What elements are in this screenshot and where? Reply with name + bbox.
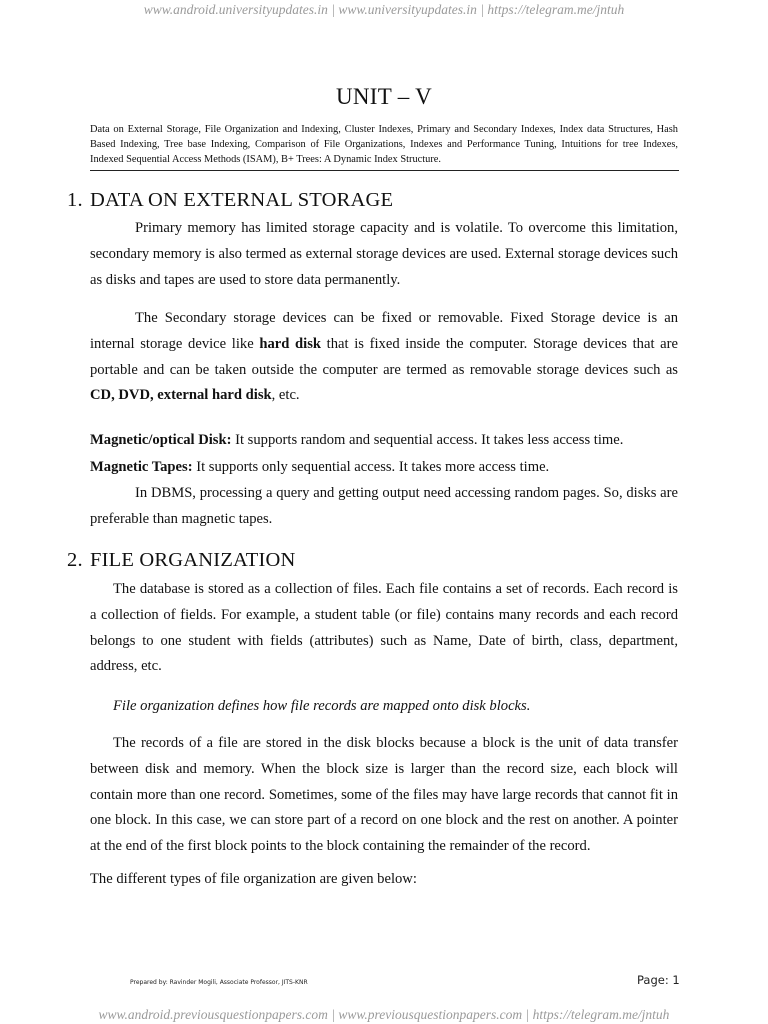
watermark-bottom: www.android.previousquestionpapers.com | www.previousquestionpapers.com | https://telegram.me/jntuh — [98, 1007, 670, 1022]
unit-title: UNIT – V — [335, 84, 433, 109]
section-1-heading — [67, 189, 393, 212]
section-2-paragraph-1-text: The database is stored as a collection of files. Each file contains a set of records. Each record is a collection of fields. For example, a student table (or file) contains many records and each record belongs to one student with fields (attributes) such as Name, Date of birth, class, department, address, etc. — [90, 581, 678, 675]
syllabus-topics: Data on External Storage, File Organization and Indexing, Cluster Indexes, Primary and Secondary Indexes, Index data Structures, Hash Based Indexing, Tree base Indexing, Comparison of File Organizations, Indexes and Performance Tuning, Intuitions for tree Indexes, Indexed Sequential Access Methods (ISAM), B+ Trees: A Dynamic Index Structure. — [90, 124, 678, 165]
p2-text-e: , etc. — [271, 387, 300, 404]
section-2-heading — [67, 549, 296, 572]
magnetic-disk-text: It supports random and sequential access. It takes less access time. — [231, 432, 624, 448]
file-organization-definition: File organization defines how file records are mapped onto disk blocks. — [113, 698, 531, 714]
section-1-paragraph-2 — [90, 306, 678, 409]
section-2-paragraph-1 — [90, 577, 678, 680]
page-number: Page: 1 — [637, 973, 680, 987]
p2-text-c: that is fixed inside the computer. Storage devices that are portable and can be taken outside the computer are termed as removable storage devices such as — [90, 335, 678, 378]
magnetic-disk-line — [90, 432, 623, 449]
section-2-paragraph-3: The different types of file organization are given below: — [90, 871, 417, 887]
section-1-title: DATA ON EXTERNAL STORAGE — [90, 189, 394, 211]
magnetic-tape-text: It supports only sequential access. It takes more access time. — [192, 459, 550, 475]
p2-bold-hard-disk: hard disk — [259, 335, 322, 352]
section-2-number: 2. — [67, 549, 83, 571]
magnetic-tape-line — [90, 459, 549, 476]
section-1-paragraph-1 — [90, 216, 678, 293]
watermark-top: www.android.universityupdates.in | www.universityupdates.in | https://telegram.me/jntuh — [143, 2, 625, 17]
magnetic-disk-label: Magnetic/optical Disk: — [90, 432, 232, 448]
section-1-paragraph-1-text: Primary memory has limited storage capacity and is volatile. To overcome this limitation, secondary memory is also termed as external storage devices are used. External storage devices such as disks and tapes are used to store data permanently. — [90, 220, 678, 288]
prepared-by-credit: Prepared by: Ravinder Mogili, Associate Professor, JITS-KNR — [130, 979, 308, 986]
section-2-paragraph-2-text: The records of a file are stored in the disk blocks because a block is the unit of data transfer between disk and memory. When the block size is larger than the record size, each block will contain more than one record. Sometimes, some of the files may have large records that cannot fit in one block. In this case, we can store part of a record on one block and the rest on another. A pointer at the end of the first block points to the block containing the remainder of the record. — [90, 735, 678, 855]
section-1-number: 1. — [67, 189, 83, 211]
header-rule — [90, 170, 679, 171]
section-2-paragraph-2 — [90, 731, 678, 860]
section-1-paragraph-3 — [90, 481, 678, 533]
p2-bold-removable-devices: CD, DVD, external hard disk — [90, 387, 272, 404]
section-1-paragraph-3-text: In DBMS, processing a query and getting output need accessing random pages. So, disks are preferable than magnetic tapes. — [90, 485, 678, 527]
p2-text-a: The Secondary storage devices can be fixed or removable. Fixed Storage device is an internal storage device like — [90, 310, 678, 352]
magnetic-tape-label: Magnetic Tapes: — [90, 459, 193, 475]
section-2-title: FILE ORGANIZATION — [90, 549, 296, 571]
